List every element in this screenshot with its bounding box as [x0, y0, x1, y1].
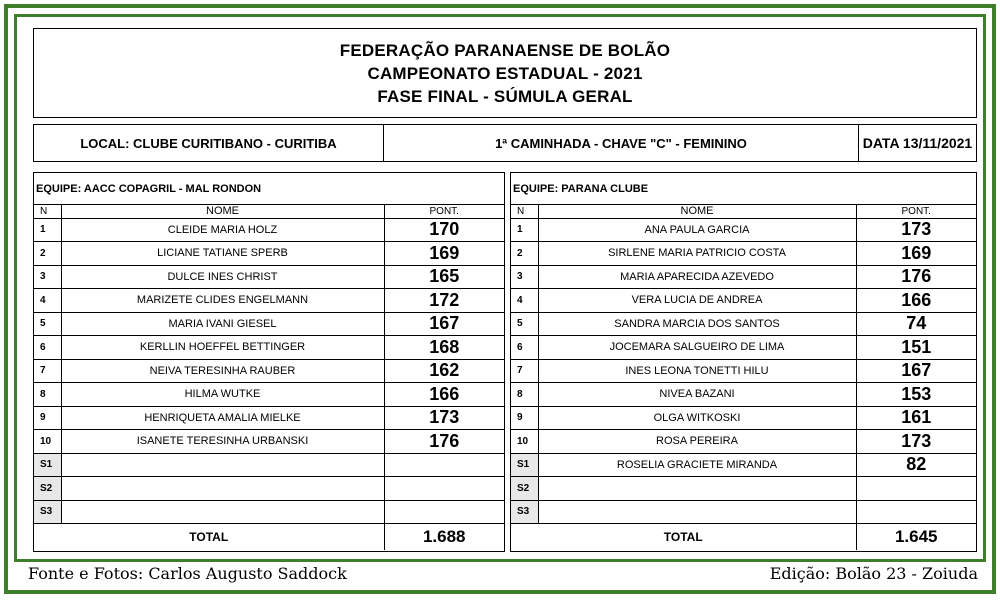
row-number: 6 — [34, 336, 61, 360]
team-table-right — [510, 172, 977, 552]
player-name — [61, 477, 384, 501]
table-row — [511, 359, 976, 383]
player-name: KERLLIN HOEFFEL BETTINGER — [61, 336, 384, 360]
player-score — [384, 453, 504, 477]
player-name: ANA PAULA GARCIA — [538, 218, 856, 242]
player-score: 169 — [384, 242, 504, 266]
total-value: 1.688 — [422, 526, 466, 546]
player-name: ROSELIA GRACIETE MIRANDA — [538, 453, 856, 477]
table-row — [511, 383, 976, 407]
table-row — [34, 218, 504, 242]
table-row — [34, 500, 504, 524]
row-number: 4 — [511, 289, 538, 313]
col-n-header: N — [511, 205, 538, 218]
row-number: 7 — [34, 359, 61, 383]
player-name: NEIVA TERESINHA RAUBER — [61, 359, 384, 383]
table-row — [34, 477, 504, 501]
player-score: 173 — [856, 430, 976, 454]
player-score: 153 — [856, 383, 976, 407]
info-row — [33, 124, 977, 162]
player-name: HENRIQUETA AMALIA MIELKE — [61, 406, 384, 430]
table-row — [34, 265, 504, 289]
total-label: TOTAL — [511, 524, 856, 550]
col-nome-header: NOME — [538, 205, 856, 218]
table-row — [511, 500, 976, 524]
player-name: MARIA IVANI GIESEL — [61, 312, 384, 336]
table-row — [34, 242, 504, 266]
team-title: EQUIPE: PARANA CLUBE — [511, 173, 976, 205]
table-row — [34, 383, 504, 407]
round-label: 1ª CAMINHADA - CHAVE "C" - FEMININO — [384, 125, 859, 161]
player-score: 166 — [384, 383, 504, 407]
col-pont-header: PONT. — [856, 205, 976, 218]
row-number: S3 — [511, 500, 538, 524]
col-nome-header: NOME — [61, 205, 384, 218]
row-number: 9 — [34, 406, 61, 430]
player-score: 173 — [856, 218, 976, 242]
player-name: MARIZETE CLIDES ENGELMANN — [61, 289, 384, 313]
player-score: 173 — [384, 406, 504, 430]
total-label: TOTAL — [34, 524, 384, 550]
total-value: 1.645 — [894, 526, 938, 546]
row-number: 9 — [511, 406, 538, 430]
table-row — [34, 453, 504, 477]
row-number: 5 — [34, 312, 61, 336]
row-number: 6 — [511, 336, 538, 360]
row-number: S1 — [34, 453, 61, 477]
row-number: S2 — [511, 477, 538, 501]
row-number: 7 — [511, 359, 538, 383]
footer-credit: Fonte e Fotos: Carlos Augusto Saddock — [28, 564, 347, 583]
table-row — [511, 265, 976, 289]
table-row — [511, 477, 976, 501]
player-name: VERA LUCIA DE ANDREA — [538, 289, 856, 313]
player-score: 176 — [384, 430, 504, 454]
table-row — [511, 242, 976, 266]
table-header-row — [511, 205, 976, 218]
player-name: INES LEONA TONETTI HILU — [538, 359, 856, 383]
player-score — [856, 477, 976, 501]
player-name: OLGA WITKOSKI — [538, 406, 856, 430]
table-row — [511, 218, 976, 242]
player-score: 170 — [384, 218, 504, 242]
player-score: 167 — [384, 312, 504, 336]
table-header-row — [34, 205, 504, 218]
player-score: 74 — [856, 312, 976, 336]
score-table — [511, 205, 976, 550]
row-number: 4 — [34, 289, 61, 313]
table-row — [511, 406, 976, 430]
table-row — [511, 336, 976, 360]
table-row — [34, 336, 504, 360]
player-score: 162 — [384, 359, 504, 383]
total-row — [34, 524, 504, 550]
table-row — [34, 312, 504, 336]
player-name — [61, 500, 384, 524]
col-pont-header: PONT. — [384, 205, 504, 218]
phase-title: FASE FINAL - SÚMULA GERAL — [377, 86, 633, 106]
player-score — [384, 500, 504, 524]
row-number: 8 — [34, 383, 61, 407]
document-header — [33, 28, 977, 118]
player-score — [384, 477, 504, 501]
player-score: 151 — [856, 336, 976, 360]
federation-title: FEDERAÇÃO PARANAENSE DE BOLÃO — [339, 40, 671, 60]
player-name — [538, 477, 856, 501]
player-name: DULCE INES CHRIST — [61, 265, 384, 289]
table-row — [34, 430, 504, 454]
player-name: ISANETE TERESINHA URBANSKI — [61, 430, 384, 454]
player-name: SIRLENE MARIA PATRICIO COSTA — [538, 242, 856, 266]
player-name: JOCEMARA SALGUEIRO DE LIMA — [538, 336, 856, 360]
score-table — [34, 205, 504, 550]
player-score: 82 — [856, 453, 976, 477]
date-label: DATA 13/11/2021 — [862, 135, 973, 151]
player-score — [856, 500, 976, 524]
player-name: HILMA WUTKE — [61, 383, 384, 407]
player-score: 172 — [384, 289, 504, 313]
row-number: 2 — [511, 242, 538, 266]
local-label: LOCAL: CLUBE CURITIBANO - CURITIBA — [34, 125, 384, 161]
player-score: 176 — [856, 265, 976, 289]
row-number: 10 — [511, 430, 538, 454]
row-number: 10 — [34, 430, 61, 454]
player-score: 161 — [856, 406, 976, 430]
player-score: 168 — [384, 336, 504, 360]
col-n-header: N — [34, 205, 61, 218]
total-row — [511, 524, 976, 550]
championship-title: CAMPEONATO ESTADUAL - 2021 — [367, 63, 643, 83]
row-number: 1 — [34, 218, 61, 242]
player-name: LICIANE TATIANE SPERB — [61, 242, 384, 266]
table-row — [511, 453, 976, 477]
player-score: 166 — [856, 289, 976, 313]
player-name: NIVEA BAZANI — [538, 383, 856, 407]
table-row — [511, 312, 976, 336]
player-score: 165 — [384, 265, 504, 289]
player-name: ROSA PEREIRA — [538, 430, 856, 454]
table-row — [511, 430, 976, 454]
table-row — [34, 359, 504, 383]
team-table-left — [33, 172, 505, 552]
row-number: 2 — [34, 242, 61, 266]
table-row — [34, 406, 504, 430]
player-name — [61, 453, 384, 477]
footer-edition: Edição: Bolão 23 - Zoiuda — [769, 564, 978, 583]
table-row — [34, 289, 504, 313]
row-number: 1 — [511, 218, 538, 242]
table-row — [511, 289, 976, 313]
player-name: SANDRA MARCIA DOS SANTOS — [538, 312, 856, 336]
team-title: EQUIPE: AACC COPAGRIL - MAL RONDON — [34, 173, 504, 205]
player-name: CLEIDE MARIA HOLZ — [61, 218, 384, 242]
row-number: S1 — [511, 453, 538, 477]
row-number: S2 — [34, 477, 61, 501]
player-name: MARIA APARECIDA AZEVEDO — [538, 265, 856, 289]
player-score: 169 — [856, 242, 976, 266]
row-number: S3 — [34, 500, 61, 524]
row-number: 8 — [511, 383, 538, 407]
player-score: 167 — [856, 359, 976, 383]
row-number: 3 — [34, 265, 61, 289]
row-number: 3 — [511, 265, 538, 289]
row-number: 5 — [511, 312, 538, 336]
player-name — [538, 500, 856, 524]
